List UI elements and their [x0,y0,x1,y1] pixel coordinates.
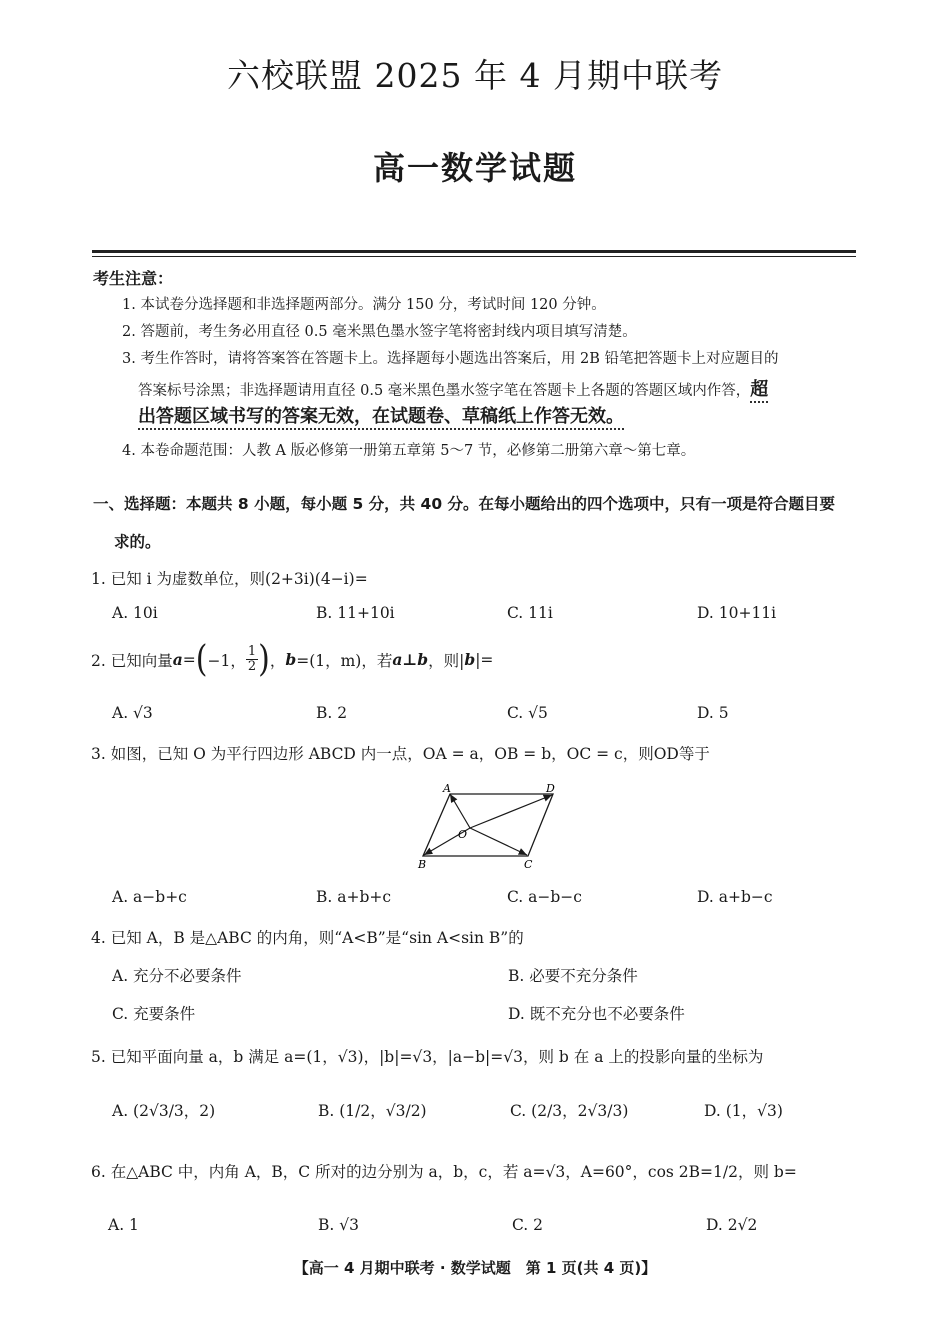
question-5-option-c: C. (2/3，2√3/3) [510,1102,629,1120]
section-heading: 一、选择题：本题共 8 小题，每小题 5 分，共 40 分。在每小题给出的四个选项中，只有一项是符合题目要 [93,495,836,513]
question-1-option-b: B. 11+10i [316,604,395,622]
notice-emphasis: 出答题区域书写的答案无效，在试题卷、草稿纸上作答无效。 [138,406,624,427]
q2-text-5: ，则| [428,651,465,670]
parallelogram-outline [423,794,553,856]
q2-frac-prefix: −1， [207,651,246,670]
question-4-option-c: C. 充要条件 [112,1005,196,1023]
question-6-option-c: C. 2 [512,1216,544,1234]
question-6-stem: 6. 在△ABC 中，内角 A，B，C 所对的边分别为 a，b，c，若 a=√3，A=60°，cos 2B=1/2，则 b= [91,1163,797,1181]
exam-title: 六校联盟 2025 年 4 月期中联考 [227,56,723,95]
question-2-stem [91,638,494,681]
header-rule-thin [92,256,856,257]
question-2-option-b: B. 2 [316,704,348,722]
vector-od [470,795,552,828]
question-1-option-d: D. 10+11i [697,604,777,622]
q2-text-4: =(1，m)，若 [296,651,393,670]
question-4-stem: 4. 已知 A，B 是△ABC 的内角，则“A<B”是“sin A<sin B”的 [91,929,524,947]
question-1-stem: 1. 已知 i 为虚数单位，则(2+3i)(4−i)= [91,570,368,588]
question-4-option-a: A. 充分不必要条件 [112,967,242,985]
question-6-option-b: B. √3 [318,1216,359,1234]
label-a: A [443,782,451,795]
header-rule-thick [92,250,856,253]
question-2-option-d: D. 5 [697,704,729,722]
notice-emphasis-start: 超 [750,379,769,400]
exam-subtitle: 高一数学试题 [372,149,577,187]
vector-oc [470,828,527,855]
question-5-stem: 5. 已知平面向量 a，b 满足 a=(1，√3)，|b|=√3，|a−b|=√3，则 b 在 a 上的投影向量的坐标为 [91,1048,764,1066]
question-4-option-b: B. 必要不充分条件 [508,967,638,985]
notice-item-3-text: 答案标号涂黑；非选择题请用直径 0.5 毫米黑色墨水签字笔在答题卡上各题的答题区域内作答， [138,383,751,399]
q2-perp: a⊥b [392,650,429,669]
label-o: O [458,828,468,841]
notice-item-4: 4. 本卷命题范围：人教 A 版必修第一册第五章第 5～7 节，必修第二册第六章～第七章。 [122,443,696,459]
q2-text-3: ， [269,651,286,670]
q2-paren-right: ) [258,638,270,681]
question-3-option-c: C. a−b−c [507,888,582,906]
notice-heading: 考生注意： [93,269,174,288]
question-1-option-a: A. 10i [112,604,158,622]
label-d: D [546,782,555,795]
notice-item-1: 1. 本试卷分选择题和非选择题两部分。满分 150 分，考试时间 120 分钟。 [122,297,606,313]
q2-fraction [246,645,258,674]
q2-frac-num: 1 [247,644,257,659]
q2-text-6: |= [475,650,494,669]
question-1-option-c: C. 11i [507,604,553,622]
q2-vector-a: a [172,650,183,669]
vector-oa [450,794,470,828]
question-2-option-c: C. √5 [507,704,548,722]
question-2-option-a: A. √3 [112,704,153,722]
question-3-option-b: B. a+b+c [316,888,392,906]
q2-vector-b: b [285,650,297,669]
question-3-option-a: A. a−b+c [112,888,187,906]
q2-text-2: = [182,650,196,669]
label-c: C [524,858,533,870]
page-footer: 【高一 4 月期中联考 · 数学试题 第 1 页(共 4 页)】 [293,1259,657,1277]
question-6-option-d: D. 2√2 [706,1216,758,1234]
question-5-option-b: B. (1/2，√3/2) [318,1102,427,1120]
question-5-option-d: D. (1，√3) [704,1102,783,1120]
label-b: B [418,858,427,870]
q2-text-1: 2. 已知向量 [91,651,173,670]
q2-frac-den: 2 [247,659,257,674]
question-5-option-a: A. (2√3/3，2) [112,1102,216,1120]
question-3-option-d: D. a+b−c [697,888,773,906]
question-6-option-a: A. 1 [108,1216,139,1234]
parallelogram-figure [410,780,570,870]
question-3-stem: 3. 如图，已知 O 为平行四边形 ABCD 内一点，OA = a，OB = b，OC = c，则OD等于 [91,745,710,763]
section-heading-cont: 求的。 [114,533,161,551]
question-4-option-d: D. 既不充分也不必要条件 [508,1005,685,1023]
q2-paren-left: ( [195,638,208,681]
q2-vector-b2: b [464,650,476,669]
notice-item-3-line1: 3. 考生作答时，请将答案答在答题卡上。选择题每小题选出答案后，用 2B 铅笔把答题卡上对应题目的 [122,351,779,367]
notice-item-3-line2 [138,375,768,401]
notice-item-2: 2. 答题前，考生务必用直径 0.5 毫米黑色墨水签字笔将密封线内项目填写清楚。 [122,324,637,340]
